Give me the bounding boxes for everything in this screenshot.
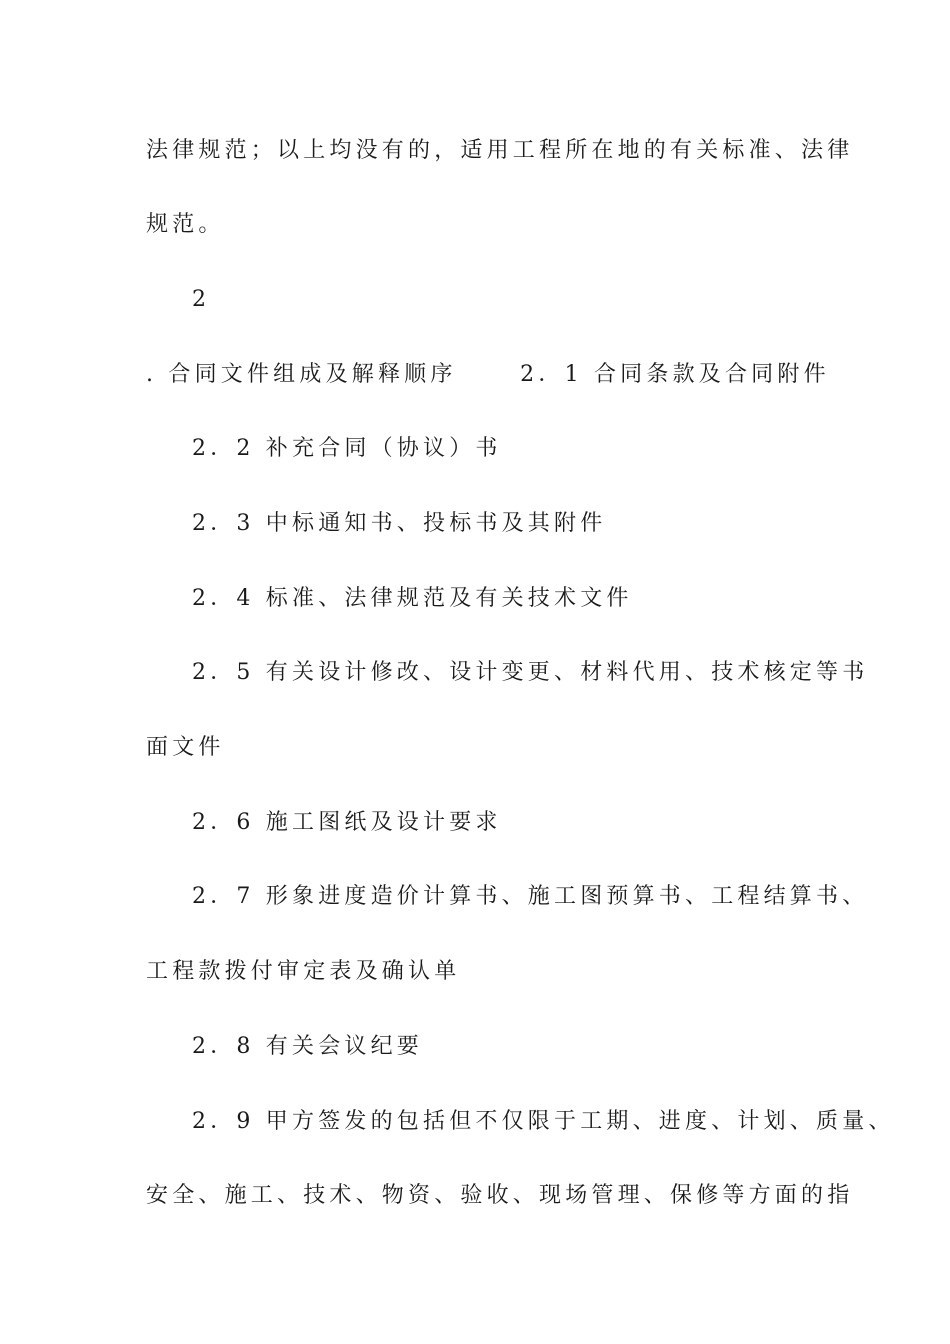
list-item: 2．3 中标通知书、投标书及其附件 [192,511,607,536]
paragraph-line: 规范。 [146,212,225,237]
list-item: 2．9 甲方签发的包括但不仅限于工期、进度、计划、质量、 [192,1109,895,1134]
paragraph-line: 法律规范；以上均没有的，适用工程所在地的有关标准、法律 [146,138,854,163]
section-number: 2 [192,287,211,312]
list-item: 2．7 形象进度造价计算书、施工图预算书、工程结算书、 [192,884,869,909]
section-heading: . 合同文件组成及解释顺序 2．1 合同条款及合同附件 [146,362,830,387]
list-item: 2．8 有关会议纪要 [192,1034,423,1059]
list-item: 2．6 施工图纸及设计要求 [192,810,502,835]
list-item-continuation: 面文件 [146,735,225,760]
list-item: 2．4 标准、法律规范及有关技术文件 [192,586,633,611]
list-item: 2．5 有关设计修改、设计变更、材料代用、技术核定等书 [192,660,869,685]
list-item: 2．2 补充合同（协议）书 [192,436,502,461]
list-item-continuation: 工程款拨付审定表及确认单 [146,959,461,984]
list-item-continuation: 安全、施工、技术、物资、验收、现场管理、保修等方面的指 [146,1183,854,1208]
